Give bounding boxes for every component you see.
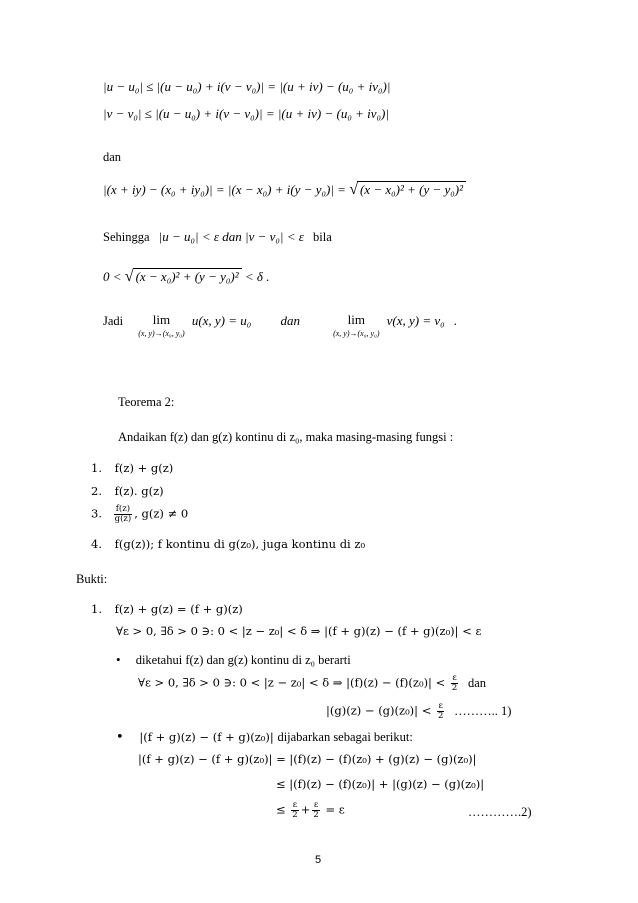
lim-subscript: (x, y)→(x₀, y₀) [333, 329, 380, 338]
theorem-intro: Andaikan f(z) dan g(z) kontinu di z₀, maka masing-masing fungsi : [118, 430, 454, 444]
bullet-marker: • [116, 730, 124, 745]
limit-u-expr: u(x, y) = u₀ [191, 313, 252, 328]
jadi-line [103, 313, 457, 341]
lim-label: lim [152, 312, 171, 327]
fraction-numerator: f(z) [114, 505, 133, 515]
equation-xy-lhs: |(x + iy) − (x₀ + iy₀)| = |(x − x₀) + i(y − y₀)| = [103, 182, 350, 197]
proof-definition: ∀ε > 0, ∃δ > 0 ∋: 0 < |z − z₀| < δ ⇒ |(f + g)(z) − (f + g)(z₀)| < ε [116, 624, 482, 638]
f-continuity-expr: ∀ε > 0, ∃δ > 0 ∋: 0 < |z − z₀| < δ ⇒ |(f)(z) − (f)(z₀)| < [138, 675, 446, 690]
equation-u-bound: |u − u₀| ≤ |(u − u₀) + i(v − v₀)| = |(u + iv) − (u₀ + iv₀)| [103, 79, 391, 94]
proof-title: Bukti: [76, 572, 108, 586]
sqrt-symbol: √ [124, 268, 134, 285]
item-text: f(z). g(z) [114, 484, 164, 498]
bullet-text: dijabarkan sebagai berikut: [277, 730, 413, 744]
fraction [312, 801, 319, 820]
item-text: f(g(z)); f kontinu di g(z₀), juga kontinu di z₀ [114, 537, 366, 551]
bullet-marker: • [116, 652, 121, 667]
item-number: 1. [91, 602, 102, 616]
limit-v-expr: v(x, y) = v₀ [386, 313, 445, 328]
jadi-period: . [453, 314, 457, 328]
equation-xy-distance [103, 181, 466, 198]
fraction [437, 702, 444, 721]
proof-f-continuity [138, 674, 486, 693]
fraction-denominator: 2 [313, 810, 319, 820]
sqrt-content: (x − x₀)² + (y − y₀)² [357, 181, 466, 198]
sqrt-content: (x − x₀)² + (y − y₀)² [133, 268, 242, 285]
expansion-line-1: |(f + g)(z) − (f + g)(z₀)| = |(f)(z) − (f)(z₀) + (g)(z) − (g)(z₀)| [138, 752, 477, 766]
theorem-item [91, 483, 164, 499]
equation-number-2: ………….2) [468, 805, 532, 819]
item-number: 2. [91, 484, 102, 498]
expansion-line-3 [276, 801, 345, 820]
limit-v [333, 313, 379, 341]
fraction-numerator: ε [438, 701, 443, 711]
bullet-expansion [116, 729, 413, 746]
bila-label: bila [313, 230, 332, 244]
fraction [291, 801, 298, 820]
item-number: 3. [91, 506, 102, 521]
fraction-numerator: ε [452, 673, 457, 683]
fraction-denominator: 2 [451, 683, 458, 693]
expansion-line-2: ≤ |(f)(z) − (f)(z₀)| + |(g)(z) − (g)(z₀)| [276, 777, 485, 791]
item-number: 1. [91, 461, 102, 475]
bullet-text: diketahui f(z) dan g(z) kontinu di z₀ berarti [135, 653, 351, 667]
fraction [114, 505, 133, 524]
fraction-numerator: ε [313, 800, 319, 810]
item-number: 4. [91, 537, 102, 551]
g-continuity-expr: |(g)(z) − (g)(z₀)| < [326, 703, 432, 718]
bullet-known [116, 652, 351, 668]
theorem-item [91, 536, 365, 552]
limit-u [138, 313, 184, 341]
plus-symbol: + [300, 802, 311, 817]
lim-label: lim [347, 312, 365, 327]
fraction-denominator: 2 [292, 810, 298, 820]
page-number: 5 [315, 854, 322, 866]
jadi-label: Jadi [103, 314, 124, 328]
sehingga-label: Sehingga [103, 230, 150, 244]
proof-item [91, 601, 243, 617]
item-text: f(z) + g(z) = (f + g)(z) [114, 602, 243, 616]
sehingga-line [103, 229, 332, 245]
bullet-math: |(f + g)(z) − (f + g)(z₀)| [139, 730, 274, 744]
equation-number-1: ……….. 1) [454, 703, 512, 718]
fraction-denominator: g(z) [114, 514, 132, 524]
theorem-title: Teorema 2: [118, 395, 175, 409]
equals-epsilon: = ε [325, 802, 345, 817]
lim-subscript: (x, y)→(x₀, y₀) [138, 329, 185, 338]
theorem-item [91, 505, 188, 524]
equation-v-bound: |v − v₀| ≤ |(u − u₀) + i(v − v₀)| = |(u + iv) − (u₀ + iv₀)| [103, 106, 389, 121]
dan-label: dan [467, 675, 487, 690]
jadi-dan: dan [280, 313, 300, 328]
item-text: f(z) + g(z) [114, 461, 174, 475]
delta-condition [103, 268, 269, 285]
sehingga-math: |u − u₀| < ε dan |v − v₀| < ε [158, 229, 304, 244]
sqrt-symbol: √ [349, 181, 358, 198]
fraction-denominator: 2 [438, 711, 444, 721]
word-dan: dan [103, 150, 122, 164]
delta-post: < δ . [241, 269, 270, 284]
leq-symbol: ≤ [276, 802, 286, 817]
proof-g-continuity [326, 702, 511, 721]
item-text: , g(z) ≠ 0 [134, 506, 189, 521]
theorem-item [91, 460, 173, 476]
delta-pre: 0 < [103, 269, 125, 284]
fraction [451, 674, 458, 693]
fraction-numerator: ε [292, 800, 298, 810]
